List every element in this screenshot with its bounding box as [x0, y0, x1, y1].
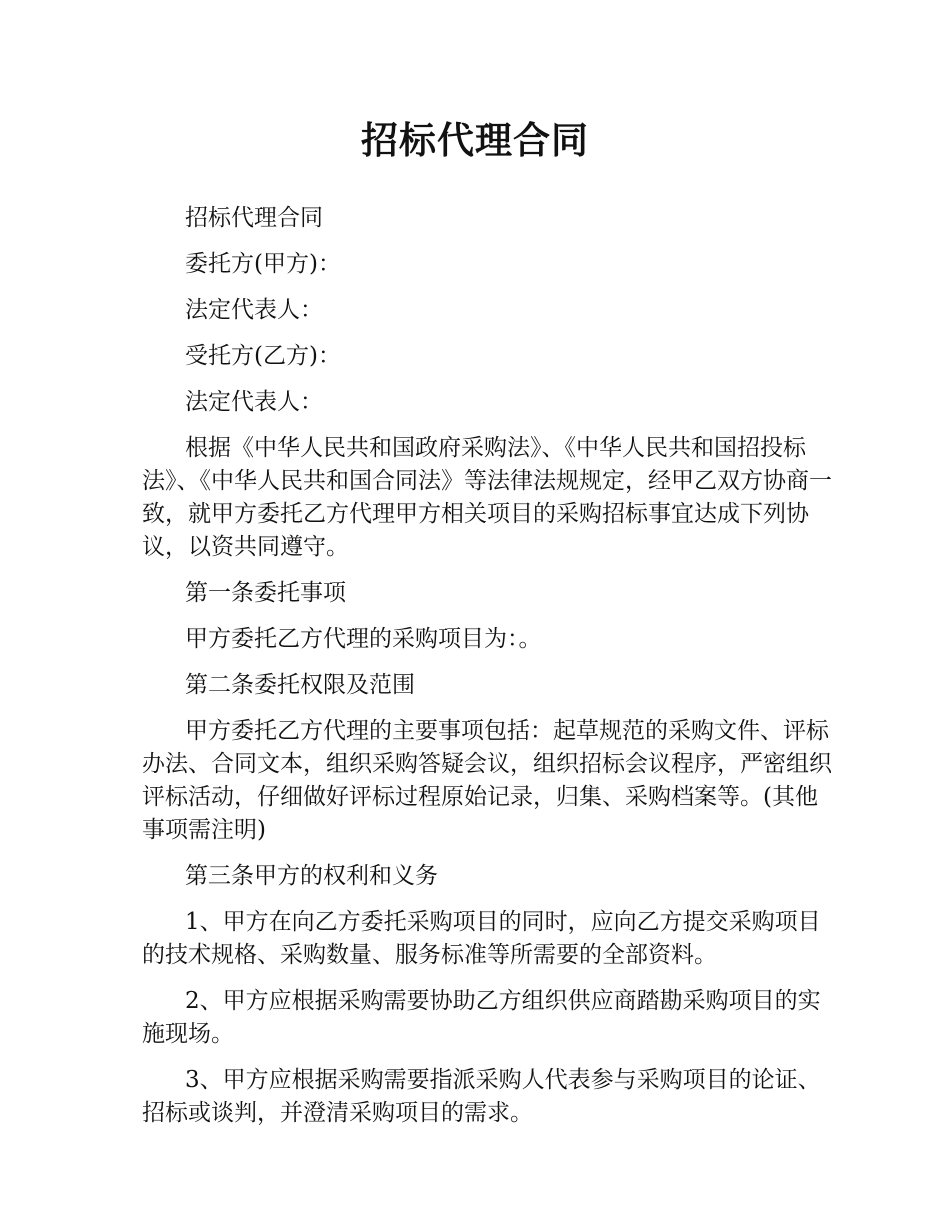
paragraph-article-1-heading: 第一条委托事项	[185, 580, 346, 606]
paragraph-article-3-item-1: 1、甲方在向乙方委托采购项目的同时，应向乙方提交采购项目的技术规格、采购数量、服务标准等所需要的全部资料。	[142, 909, 821, 968]
paragraph-article-1-body: 甲方委托乙方代理的采购项目为：。	[185, 626, 542, 652]
document-title: 招标代理合同	[361, 119, 589, 162]
paragraph-article-2-body: 甲方委托乙方代理的主要事项包括：起草规范的采购文件、评标办法、合同文本，组织采购答疑会议，组织招标会议程序，严密组织评标活动，仔细做好评标过程原始记录，归集、采购档案等。(其他事项需注明)	[142, 718, 832, 843]
paragraph-preamble: 根据《中华人民共和国政府采购法》、《中华人民共和国招投标法》、《中华人民共和国合同法》等法律法规规定，经甲乙双方协商一致，就甲方委托乙方代理甲方相关项目的采购招标事宜达成下列协议，以资共同遵守。	[142, 435, 832, 560]
paragraph-article-3-item-2: 2、甲方应根据采购需要协助乙方组织供应商踏勘采购项目的实施现场。	[142, 988, 821, 1047]
paragraph-article-3-heading: 第三条甲方的权利和义务	[185, 863, 438, 889]
paragraph-agent-representative: 法定代表人：	[185, 389, 323, 415]
document-body	[142, 202, 832, 1143]
paragraph-article-2-heading: 第二条委托权限及范围	[185, 672, 415, 698]
paragraph-heading-repeat: 招标代理合同	[185, 205, 323, 231]
paragraph-principal-representative: 法定代表人：	[185, 297, 323, 323]
paragraph-agent: 受托方(乙方)：	[185, 343, 341, 369]
paragraph-article-3-item-3: 3、甲方应根据采购需要指派采购人代表参与采购项目的论证、招标或谈判，并澄清采购项目的需求。	[142, 1067, 821, 1126]
paragraph-principal: 委托方(甲方)：	[185, 251, 341, 277]
